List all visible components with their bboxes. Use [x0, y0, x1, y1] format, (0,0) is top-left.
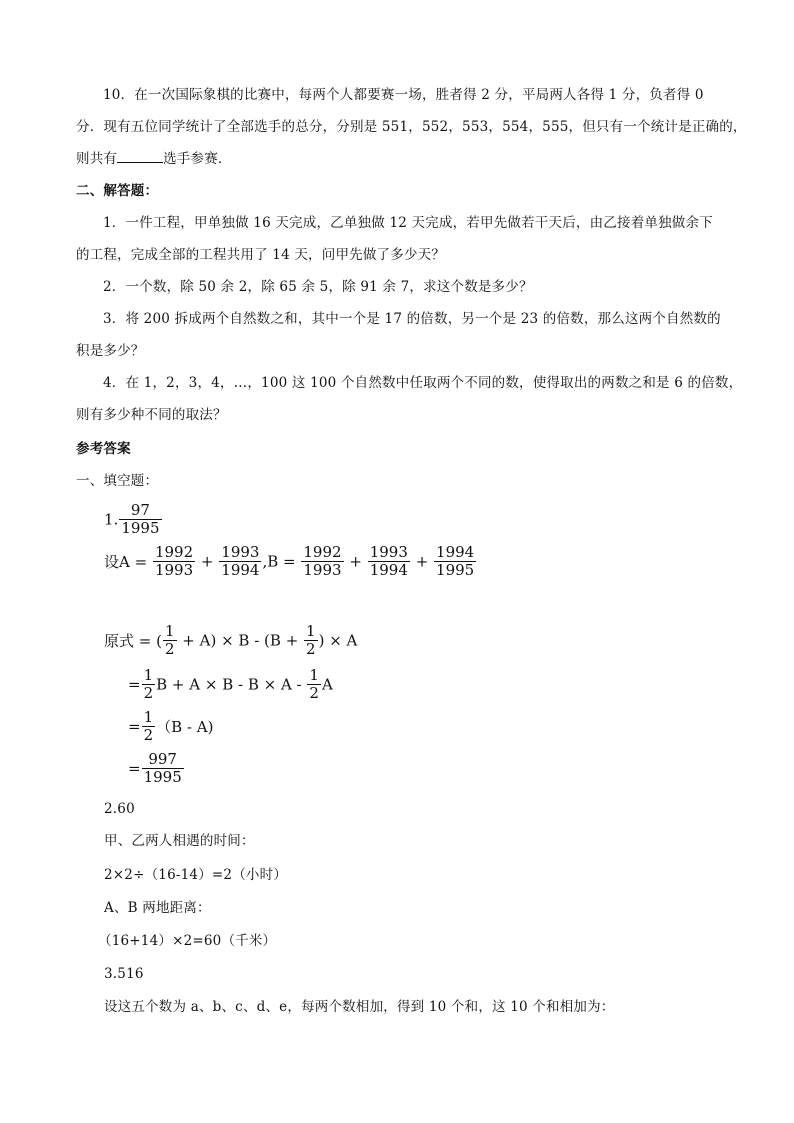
- fraction: $\frac{1}{2}$: [306, 622, 316, 658]
- answer-2-text1: 甲、乙两人相遇的时间：: [104, 833, 255, 849]
- problem-1-line1: 1．一件工程，甲单独做 16 天完成，乙单独做 12 天完成，若甲先做若干天后，由乙接着单独做余下: [103, 215, 713, 231]
- q10-line3-post: 选手参赛．: [163, 151, 232, 167]
- fraction: $\frac{1}{2}$: [164, 622, 175, 658]
- answer-1-step4: = $\frac{997}{1995}$: [128, 750, 182, 786]
- fraction: $\frac{1994}{1995}$: [436, 543, 475, 579]
- answer-1-step2: = $\frac{1}{2}$ B + A × B - B × A - $\frac{1}{2}$ A: [128, 666, 333, 702]
- answer-1-step3: = $\frac{1}{2}$ （B - A): [128, 708, 214, 744]
- fraction: $\frac{1}{2}$: [309, 666, 319, 702]
- answer-1-result: 1. $\frac{97}{1995}$: [104, 501, 160, 537]
- answer-2-text2: 2×2÷（16-14）=2（小时）: [104, 867, 288, 883]
- fill-in-heading: 一、填空题：: [76, 473, 159, 489]
- fraction: $\frac{1992}{1993}$: [154, 543, 194, 579]
- section-heading-solve: 二、解答题：: [76, 183, 159, 199]
- fraction: $\frac{997}{1995}$: [143, 750, 182, 786]
- problem-2: 2．一个数，除 50 余 2，除 65 余 5，除 91 余 7，求这个数是多少？: [103, 279, 533, 295]
- fraction: $\frac{1993}{1994}$: [221, 543, 260, 579]
- q10-line1: 10．在一次国际象棋的比赛中，每两个人都要赛一场，胜者得 2 分，平局两人各得 1 分，负者得 0: [103, 87, 704, 103]
- fraction: $\frac{97}{1995}$: [121, 501, 160, 537]
- answer-3-text1: 设这五个数为 a、b、c、d、e，每两个数相加，得到 10 个和，这 10 个和相加为：: [104, 999, 615, 1015]
- q10-line3: [76, 150, 232, 168]
- q10-line3-pre: 则共有: [76, 151, 118, 167]
- problem-3-line1: 3．将 200 拆成两个自然数之和，其中一个是 17 的倍数，另一个是 23 的倍数，那么这两个自然数的: [103, 311, 721, 327]
- problem-4-line2: 则有多少种不同的取法？: [76, 407, 227, 423]
- q10-line2: 分．现有五位同学统计了全部选手的总分，分别是 551，552，553，554，555，但只有一个统计是正确的，: [76, 119, 747, 135]
- answer-2-text4: （16+14）×2=60（千米）: [98, 933, 277, 949]
- answer-3-number: 3.516: [104, 966, 144, 982]
- fraction: $\frac{1993}{1994}$: [369, 543, 408, 579]
- answer-2-text3: A、B 两地距离：: [104, 900, 211, 916]
- answer-1-step1: 原式 = ( $\frac{1}{2}$ + A) × B - (B + $\frac{1}{2}$ ) × A: [104, 622, 358, 658]
- fraction: $\frac{1}{2}$: [143, 708, 154, 744]
- fraction: $\frac{1992}{1993}$: [303, 543, 342, 579]
- problem-3-line2: 积是多少？: [76, 343, 145, 359]
- answer-blank: [117, 150, 163, 163]
- answer-1-definition: 设A = $\frac{1992}{1993}$ + $\frac{1993}{1994}$ ,B = $\frac{1992}{1993}$ + $\frac{1993}{1994}$ + $\frac{1994}{1995}$: [104, 543, 475, 579]
- answer-2-number: 2.60: [104, 801, 135, 817]
- problem-1-line2: 的工程，完成全部的工程共用了 14 天，问甲先做了多少天？: [76, 247, 446, 263]
- answers-heading: 参考答案: [76, 441, 131, 457]
- problem-4-line1: 4．在 1，2，3，4，…，100 这 100 个自然数中任取两个不同的数，使得取出的两数之和是 6 的倍数，: [103, 375, 743, 391]
- fraction: $\frac{1}{2}$: [143, 666, 154, 702]
